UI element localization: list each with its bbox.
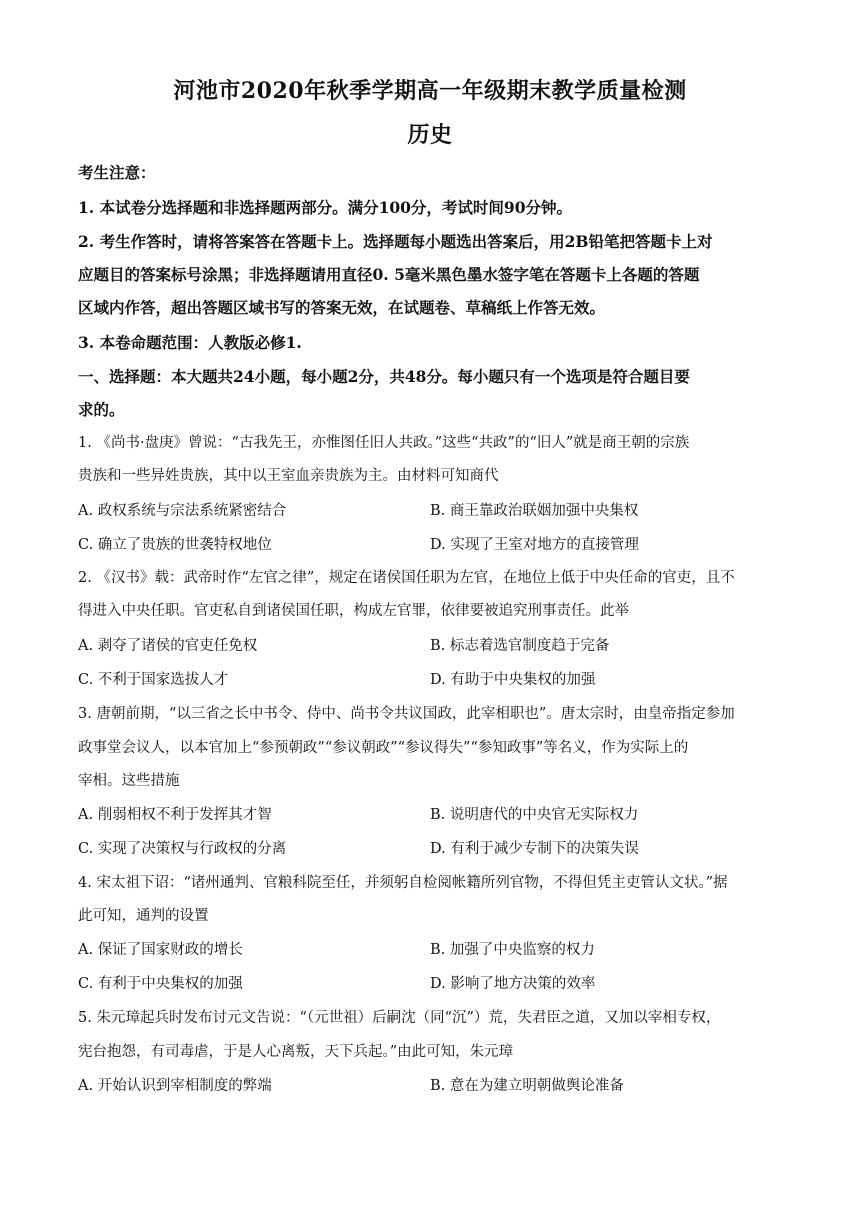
question-2-option-d: D. 有助于中央集权的加强 xyxy=(430,672,596,688)
section-heading-b: 求的。 xyxy=(78,400,125,419)
question-1-option-a: A. 政权系统与宗法系统紧密结合 xyxy=(78,503,287,519)
question-3-option-c: C. 实现了决策权与行政权的分离 xyxy=(78,841,287,857)
notice-heading: 考生注意： xyxy=(78,163,156,182)
question-4-stem-line-1: 4. 宋太祖下诏：“诸州通判、官粮科院至任，并须躬自检阅帐籍所列官物，不得但凭主吏管认文状。”据 xyxy=(78,875,728,891)
question-2-stem-line-1: 2. 《汉书》载：武帝时作“左官之律”，规定在诸侯国任职为左官，在地位上低于中央任命的官吏，且不 xyxy=(78,570,735,586)
question-2-stem-line-2: 得进入中央任职。官吏私自到诸侯国任职，构成左官罪，依律要被追究刑事责任。此举 xyxy=(78,603,629,619)
question-1-option-d: D. 实现了王室对地方的直接管理 xyxy=(430,537,639,553)
question-5-option-b: B. 意在为建立明朝做舆论准备 xyxy=(430,1078,624,1094)
notice-line-1: 1. 本试卷分选择题和非选择题两部分。满分100分，考试时间90分钟。 xyxy=(78,198,573,217)
question-3-stem-line-1: 3. 唐朝前期，“以三省之长中书令、侍中、尚书令共议国政，此宰相职也”。唐太宗时，由皇帝指定参加 xyxy=(78,706,735,722)
question-5-stem-line-1: 5. 朱元璋起兵时发布讨元文告说：“（元世祖）后嗣沈（同“沉”）荒，失君臣之道，又加以宰相专权， xyxy=(78,1010,721,1026)
question-3-stem-line-3: 宰相。这些措施 xyxy=(78,773,180,789)
question-3-option-a: A. 削弱相权不利于发挥其才智 xyxy=(78,807,272,823)
subject-title: 历史 xyxy=(407,122,453,148)
question-4-option-b: B. 加强了中央监察的权力 xyxy=(430,942,595,958)
question-5-option-a: A. 开始认识到宰相制度的弊端 xyxy=(78,1078,272,1094)
question-4-stem-line-2: 此可知，通判的设置 xyxy=(78,908,209,924)
question-3-stem-line-2: 政事堂会议人，以本官加上“参预朝政”“参议朝政”“参议得失”“参知政事”等名义，作为实际上的 xyxy=(78,740,689,756)
question-2-option-a: A. 剥夺了诸侯的官吏任免权 xyxy=(78,638,258,654)
question-3-option-b: B. 说明唐代的中央官无实际权力 xyxy=(430,807,639,823)
notice-line-2a: 2. 考生作答时，请将答案答在答题卡上。选择题每小题选出答案后，用2B铅笔把答题卡上对 xyxy=(78,232,713,251)
question-1-option-b: B. 商王靠政治联姻加强中央集权 xyxy=(430,503,639,519)
notice-line-2b: 应题目的答案标号涂黑；非选择题请用直径0. 5毫米黑色墨水签字笔在答题卡上各题的答题 xyxy=(78,265,700,284)
question-2-option-b: B. 标志着选官制度趋于完备 xyxy=(430,638,610,654)
question-4-option-d: D. 影响了地方决策的效率 xyxy=(430,976,596,992)
question-4-option-a: A. 保证了国家财政的增长 xyxy=(78,942,243,958)
notice-line-2c: 区域内作答，超出答题区域书写的答案无效，在试题卷、草稿纸上作答无效。 xyxy=(78,298,606,317)
question-1-option-c: C. 确立了贵族的世袭特权地位 xyxy=(78,537,272,553)
question-5-stem-line-2: 宪台抱怨，有司毒虐，于是人心离叛，天下兵起。”由此可知，朱元璋 xyxy=(78,1044,514,1060)
notice-line-3: 3. 本卷命题范围：人教版必修1. xyxy=(78,333,302,352)
question-2-option-c: C. 不利于国家选拔人才 xyxy=(78,672,229,688)
question-3-option-d: D. 有利于减少专制下的决策失误 xyxy=(430,841,639,857)
question-1-stem-line-2: 贵族和一些异姓贵族，其中以王室血亲贵族为主。由材料可知商代 xyxy=(78,468,499,484)
section-heading-a: 一、选择题：本大题共24小题，每小题2分，共48分。每小题只有一个选项是符合题目要 xyxy=(78,367,690,386)
exam-title: 河池市2020年秋季学期高一年级期末教学质量检测 xyxy=(173,78,687,104)
question-4-option-c: C. 有利于中央集权的加强 xyxy=(78,976,243,992)
question-1-stem-line-1: 1. 《尚书·盘庚》曾说：“古我先王，亦惟图任旧人共政。”这些“共政”的“旧人”就是商王朝的宗族 xyxy=(78,435,690,451)
